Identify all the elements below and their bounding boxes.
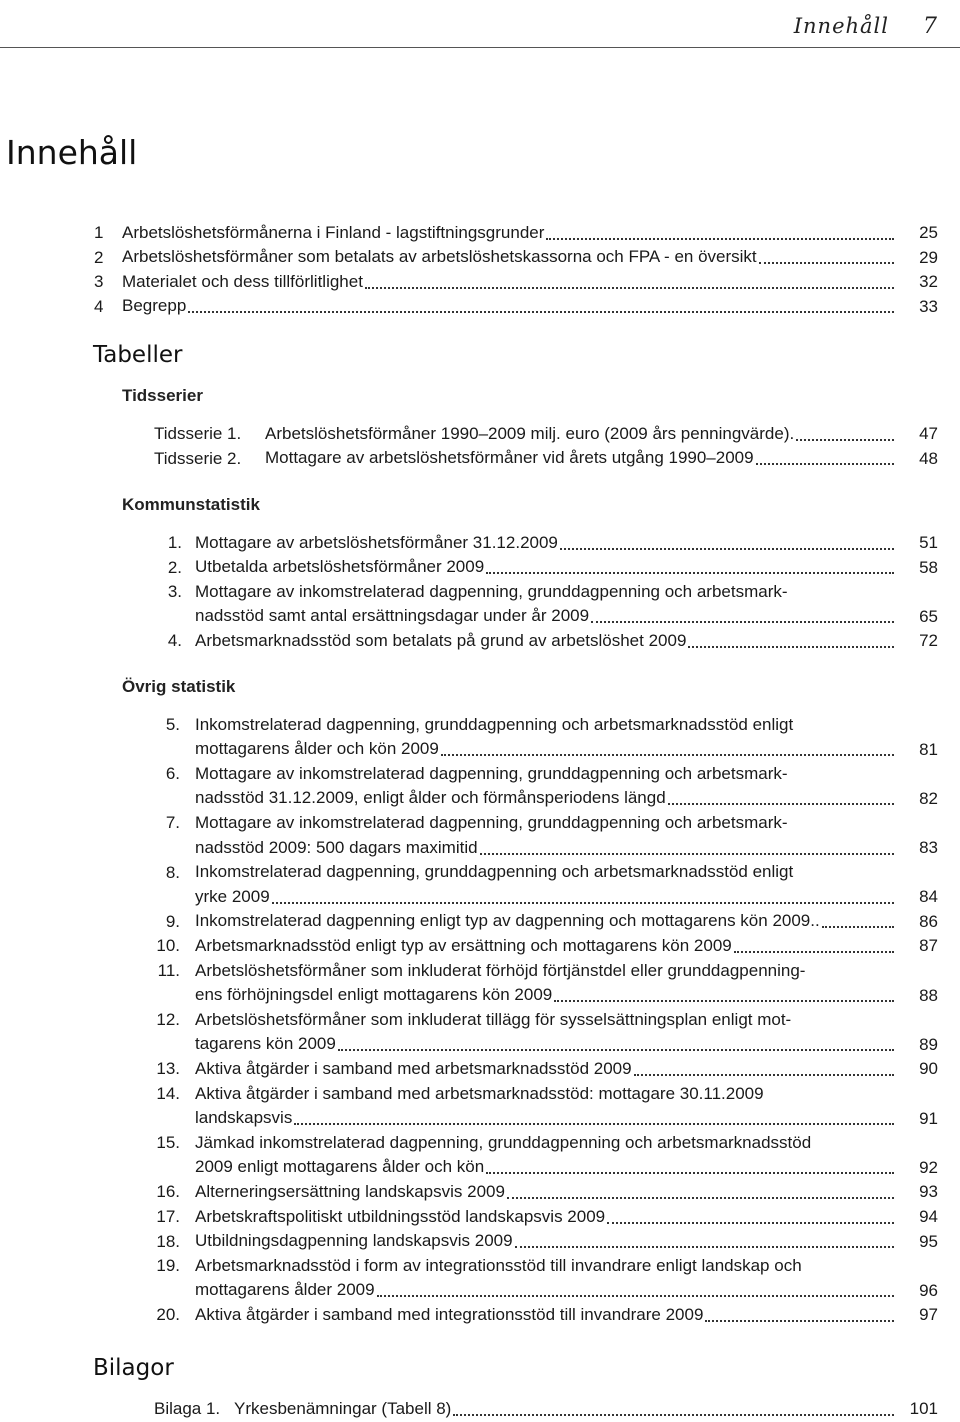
entry-page-number: 32 <box>919 272 938 292</box>
entry-title: Arbetslöshetsförmåner 1990–2009 milj. euro (2009 års penningvärde). <box>265 423 795 443</box>
entry-number: 17. <box>156 1207 180 1226</box>
entry-title: nadsstöd samt antal ersättningsdagar under år 2009 <box>195 606 590 626</box>
entry-title: Utbildningsdagpenning landskapsvis 2009 <box>195 1231 513 1251</box>
dot-leader <box>515 1226 894 1248</box>
entry-number: Tidsserie 2. <box>154 448 242 468</box>
subheading-ovrig-statistik: Övrig statistik <box>122 677 236 696</box>
entry-title: Jämkad inkomstrelaterad dagpenning, grunddagpenning och arbetsmarknadsstöd <box>195 1132 812 1152</box>
entry-number: 12. <box>156 1010 180 1030</box>
entry-title: tagarens kön 2009 <box>195 1034 336 1054</box>
dot-leader <box>554 980 894 1002</box>
entry-title: Materialet och dess tillförlitlighet <box>122 271 363 291</box>
entry-title: Begrepp <box>122 296 187 316</box>
dot-leader <box>734 931 894 953</box>
entry-title: mottagarens ålder och kön 2009 <box>195 739 439 759</box>
entry-number: 2 <box>94 247 104 267</box>
entry-page-number: 58 <box>919 557 938 577</box>
dot-leader <box>486 1152 894 1174</box>
entry-title: Arbetsmarknadsstöd i form av integrationsstöd till invandrare enligt landskap och <box>195 1255 802 1275</box>
entry-page-number: 72 <box>919 631 938 651</box>
dot-leader <box>546 218 894 240</box>
entry-page-number: 84 <box>919 887 938 907</box>
dot-leader <box>294 1103 894 1125</box>
dot-leader <box>272 882 894 904</box>
entry-title: Mottagare av inkomstrelaterad dagpenning, grunddagpenning och arbetsmark- <box>195 812 788 832</box>
entry-page-number: 51 <box>919 533 938 552</box>
page-title: Innehåll <box>6 133 138 172</box>
entry-page-number: 101 <box>909 1399 938 1418</box>
entry-number: 5. <box>165 715 180 734</box>
entry-number: 15. <box>156 1133 180 1153</box>
dot-leader <box>591 601 894 623</box>
entry-title: Inkomstrelaterad dagpenning, grunddagpenning och arbetsmarknadsstöd enligt <box>195 714 794 734</box>
entry-title: Arbetslöshetsförmånerna i Finland - lagstiftningsgrunder <box>122 222 545 242</box>
entry-title: Inkomstrelaterad dagpenning enligt typ av dagpenning och mottagarens kön 2009.. <box>195 911 820 931</box>
dot-leader <box>607 1202 894 1224</box>
dot-leader <box>453 1394 894 1416</box>
entry-title: Arbetslöshetsförmåner som inkluderat tillägg för sysselsättningsplan enligt mot- <box>195 1009 792 1029</box>
dot-leader <box>365 267 894 289</box>
entry-title: Mottagare av arbetslöshetsförmåner 31.12.2009 <box>195 532 558 552</box>
dot-leader <box>486 552 894 574</box>
entry-page-number: 83 <box>919 837 938 857</box>
entry-title: Arbetskraftspolitiskt utbildningsstöd landskapsvis 2009 <box>195 1206 606 1226</box>
entry-title: Utbetalda arbetslöshetsförmåner 2009 <box>195 557 485 577</box>
dot-leader <box>756 443 894 465</box>
entry-page-number: 48 <box>919 448 938 468</box>
entry-number: 16. <box>156 1182 180 1202</box>
section-heading-tabeller: Tabeller <box>93 342 183 368</box>
entry-page-number: 89 <box>919 1034 938 1054</box>
entry-number: 1 <box>94 223 104 242</box>
running-head-page-number: 7 <box>923 14 938 39</box>
entry-number: 3. <box>167 582 182 602</box>
entry-number: 1. <box>167 533 182 552</box>
entry-title: Arbetslöshetsförmåner som betalats av arbetslöshetskassorna och FPA - en översikt <box>122 247 757 267</box>
dot-leader <box>796 419 894 441</box>
entry-number: 10. <box>156 936 180 956</box>
entry-title: Aktiva åtgärder i samband med arbetsmarknadsstöd 2009 <box>195 1058 632 1078</box>
entry-title: nadsstöd 31.12.2009, enligt ålder och förmånsperiodens längd <box>195 788 666 808</box>
entry-page-number: 86 <box>919 911 938 931</box>
entry-page-number: 29 <box>919 247 938 267</box>
entry-page-number: 90 <box>919 1059 938 1079</box>
entry-page-number: 33 <box>919 296 938 316</box>
entry-number: 18. <box>156 1231 180 1251</box>
entry-title: Mottagare av inkomstrelaterad dagpenning, grunddagpenning och arbetsmark- <box>195 581 788 601</box>
entry-page-number: 87 <box>919 936 938 956</box>
entry-number: 4. <box>167 631 182 651</box>
entry-title: nadsstöd 2009: 500 dagars maximitid <box>195 837 478 857</box>
entry-title: Mottagare av arbetslöshetsförmåner vid årets utgång 1990–2009 <box>265 448 754 468</box>
dot-leader <box>688 626 894 648</box>
entry-page-number: 95 <box>919 1231 938 1251</box>
entry-page-number: 93 <box>919 1182 938 1202</box>
dot-leader <box>634 1054 894 1076</box>
dot-leader <box>507 1177 894 1199</box>
entry-page-number: 47 <box>919 424 938 443</box>
entry-page-number: 65 <box>919 606 938 626</box>
entry-number: 20. <box>156 1305 180 1325</box>
running-head-section: Innehåll <box>793 14 889 38</box>
entry-title: Mottagare av inkomstrelaterad dagpenning, grunddagpenning och arbetsmark- <box>195 763 788 783</box>
entry-number: 13. <box>156 1059 180 1079</box>
entry-number: 14. <box>156 1084 180 1103</box>
entry-title: Aktiva åtgärder i samband med arbetsmarknadsstöd: mottagare 30.11.2009 <box>195 1083 764 1103</box>
entry-number: 2. <box>167 557 182 577</box>
entry-number: Bilaga 1. <box>154 1399 221 1418</box>
entry-page-number: 97 <box>919 1305 938 1325</box>
entry-number: 4 <box>94 296 104 316</box>
header-rule <box>0 47 960 48</box>
subheading-kommunstatistik: Kommunstatistik <box>122 495 260 514</box>
entry-title: Arbetslöshetsförmåner som inkluderat förhöjd förtjänstdel eller grunddagpenning- <box>195 960 806 980</box>
entry-title: yrke 2009 <box>195 886 270 906</box>
entry-number: 19. <box>156 1256 180 1276</box>
dot-leader <box>822 906 894 928</box>
entry-number: Tidsserie 1. <box>154 424 242 443</box>
entry-number: 3 <box>94 272 104 292</box>
entry-number: 8. <box>165 862 180 882</box>
dot-leader <box>705 1300 894 1322</box>
dot-leader <box>441 734 894 756</box>
dot-leader <box>759 242 894 264</box>
entry-page-number: 92 <box>919 1157 938 1177</box>
entry-title: Arbetsmarknadsstöd som betalats på grund av arbetslöshet 2009 <box>195 630 687 650</box>
dot-leader <box>377 1275 894 1297</box>
entry-title: 2009 enligt mottagarens ålder och kön <box>195 1157 485 1177</box>
entry-page-number: 81 <box>919 739 938 759</box>
entry-page-number: 91 <box>919 1108 938 1128</box>
dot-leader <box>668 783 894 805</box>
entry-title: Yrkesbenämningar (Tabell 8) <box>234 1398 452 1418</box>
entry-title: ens förhöjningsdel enligt mottagarens kön 2009 <box>195 985 553 1005</box>
entry-title: mottagarens ålder 2009 <box>195 1280 375 1300</box>
entry-page-number: 94 <box>919 1207 938 1226</box>
section-heading-bilagor: Bilagor <box>93 1355 174 1381</box>
running-head <box>794 14 938 39</box>
subheading-tidsserier: Tidsserier <box>122 386 203 405</box>
entry-page-number: 82 <box>919 788 938 808</box>
entry-title: Inkomstrelaterad dagpenning, grunddagpenning och arbetsmarknadsstöd enligt <box>195 862 794 882</box>
dot-leader <box>338 1029 894 1051</box>
entry-title: Aktiva åtgärder i samband med integrationsstöd till invandrare 2009 <box>195 1304 704 1324</box>
entry-page-number: 96 <box>919 1280 938 1300</box>
entry-page-number: 25 <box>919 223 938 242</box>
entry-number: 7. <box>165 813 180 833</box>
entry-number: 6. <box>165 764 180 784</box>
entry-title: Arbetsmarknadsstöd enligt typ av ersättning och mottagarens kön 2009 <box>195 935 732 955</box>
entry-number: 9. <box>165 911 180 931</box>
dot-leader <box>480 833 894 855</box>
dot-leader <box>188 291 894 313</box>
entry-page-number: 88 <box>919 985 938 1005</box>
entry-title: landskapsvis <box>195 1108 293 1128</box>
entry-number: 11. <box>157 961 180 980</box>
entry-title: Alterneringsersättning landskapsvis 2009 <box>195 1181 505 1201</box>
dot-leader <box>560 528 894 550</box>
